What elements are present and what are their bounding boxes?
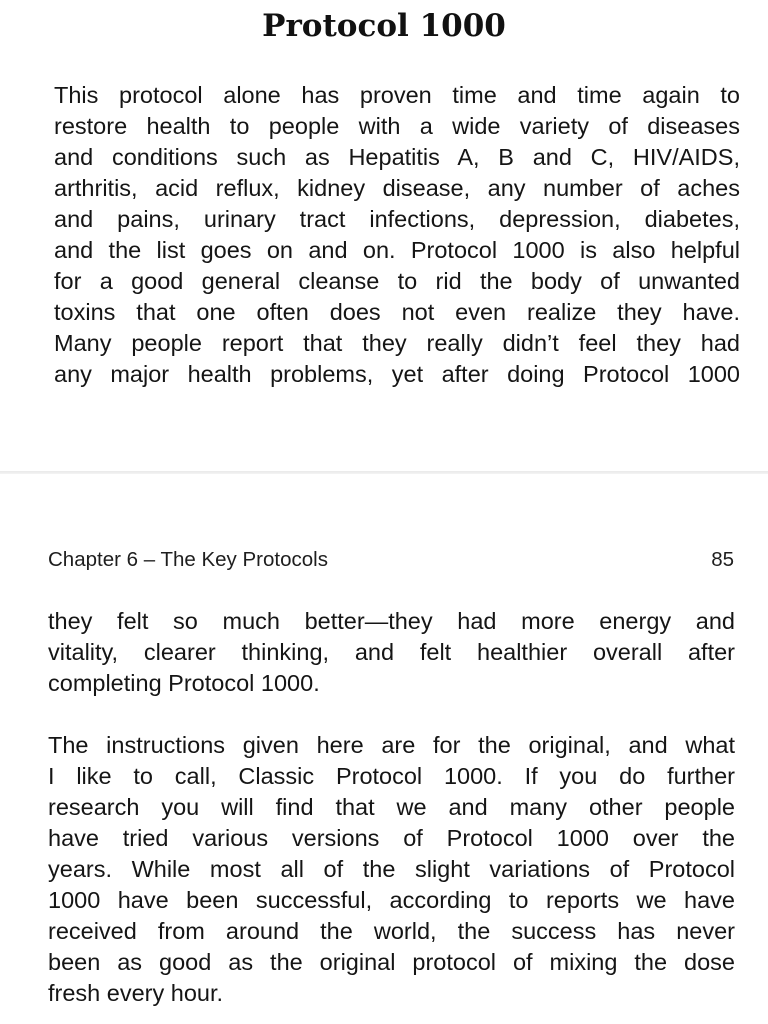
text-line: and conditions such as Hepatitis A, B and C, HIV/AIDS,: [54, 144, 740, 170]
text-line: received from around the world, the success has never: [48, 918, 735, 944]
text-line: research you will find that we and many other people: [48, 794, 735, 820]
text-line: completing Protocol 1000.: [48, 670, 320, 696]
page-heading: Protocol 1000: [262, 8, 506, 44]
text-line: and the list goes on and on. Protocol 1000 is also helpful: [54, 237, 740, 263]
text-line: toxins that one often does not even realize they have.: [54, 299, 740, 325]
page-top: [0, 0, 768, 471]
text-line: I like to call, Classic Protocol 1000. If you do further: [48, 763, 735, 789]
text-line: arthritis, acid reflux, kidney disease, any number of aches: [54, 175, 740, 201]
page-number: 85: [711, 548, 734, 571]
continuation-paragraph: [48, 606, 735, 699]
text-line: for a good general cleanse to rid the body of unwanted: [54, 268, 740, 294]
text-line: fresh every hour.: [48, 980, 224, 1006]
text-line: been as good as the original protocol of mixing the dose: [48, 949, 735, 975]
instructions-paragraph: [48, 730, 735, 1009]
intro-paragraph: [54, 80, 740, 390]
text-line: restore health to people with a wide variety of diseases: [54, 113, 740, 139]
text-line: 1000 have been successful, according to reports we have: [48, 887, 735, 913]
text-line: and pains, urinary tract infections, depression, diabetes,: [54, 206, 740, 232]
text-line: years. While most all of the slight variations of Protocol: [48, 856, 735, 882]
chapter-title: Chapter 6 – The Key Protocols: [48, 548, 328, 571]
text-line: This protocol alone has proven time and time again to: [54, 82, 740, 108]
text-line: vitality, clearer thinking, and felt healthier overall after: [48, 639, 735, 665]
running-header: [48, 548, 734, 578]
text-line: any major health problems, yet after doing Protocol 1000: [54, 361, 740, 387]
text-line: have tried various versions of Protocol 1000 over the: [48, 825, 735, 851]
text-line: Many people report that they really didn’t feel they had: [54, 330, 740, 356]
text-line: they felt so much better—they had more energy and: [48, 608, 735, 634]
text-line: The instructions given here are for the original, and what: [48, 732, 735, 758]
